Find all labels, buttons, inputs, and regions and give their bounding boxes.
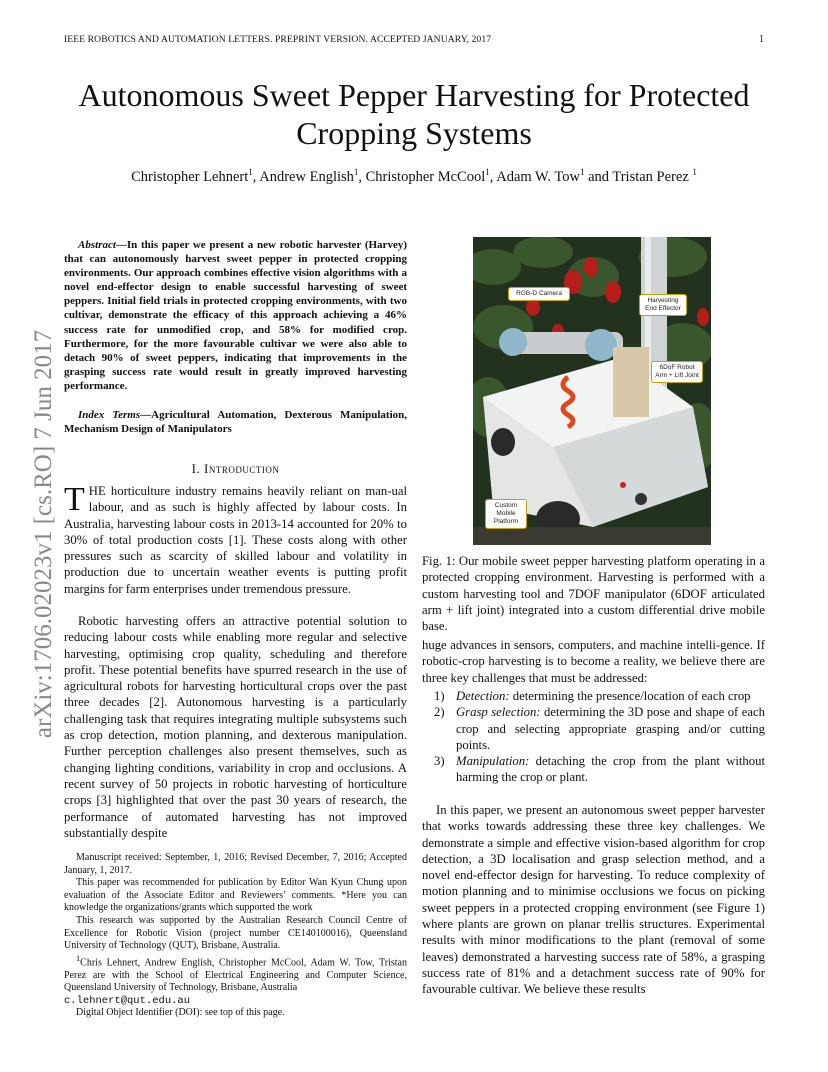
robot-photo: [473, 237, 711, 545]
abstract-text: —In this paper we present a new robotic harvester (Harvey) that can autonomously harvest sweet pepper in protected cropping environments. Our approach combines effective vision algorithms with a novel end-effector design to enable successful harvesting of sweet peppers. Initial field trials in protected cropping environments, with two cultivar, demonstrate the efficacy of this approach achieving a 46% success rate for unmodified crop, and 58% for modified crop. Furthermore, for the more favourable cultivar we were also able to detach 90% of sweet peppers, indicating that improvements in the grasping success rate would result in greatly improved harvesting performance.: [64, 239, 407, 392]
author: Christopher McCool$^1$,: [365, 167, 497, 185]
author: Christopher Lehnert$^1$,: [131, 167, 260, 185]
title-line-1: Autonomous Sweet Pepper Harvesting for Protected: [78, 77, 750, 113]
label-robot-arm: 6DoF Robot Arm + Lift Joint: [651, 361, 703, 383]
author: Adam W. Tow$^1$ and: [496, 167, 613, 185]
section-heading: I. Introduction: [191, 461, 280, 476]
author-list: [40, 167, 788, 186]
intro-paragraph-1: THE horticulture industry remains heavily reliant on man-ual labour, and as such is highly affected by labour costs. In Australia, harvesting labour costs in 2013-14 accounted for 20% to 30% of total production costs [1]. These costs along with other pressures such as scarcity of skilled labour and volatility in production due to uncertain weather events is putting profit margins for farm enterprises under tremendous pressure.: [64, 481, 407, 596]
footnote-manuscript: Manuscript received: September, 1, 2016; Revised December, 7, 2016; Accepted January, 1, 2017.: [64, 852, 407, 876]
col2-paragraph-3: In this paper, we present an autonomous sweet pepper harvester that works towards addressing these three key challenges. We demonstrate a simple and effective vision-based algorithm for crop detection, a 3D localisation and grasp selection method, and a novel end-effector design for harvesting. To reduce complexity of motion planning and to minimise occlusions we focus on picking sweet peppers in a protected cropping environment (see Figure 1) where plants are grown on planar trellis structures. Experimental results with minor modifications to the plant (removal of some leaves) demonstrated a harvesting success rate of 58%, a grasping success rate of 81% and a detachment success rate of 90% for favourable cultivar. We believe these results: [422, 803, 765, 997]
label-rgbd-camera: RGB-D Camera: [508, 287, 570, 301]
list-item: 1) Detection: determining the presence/location of each crop: [434, 689, 751, 703]
abstract-label: Abstract: [78, 239, 116, 251]
intro-paragraph-2: Robotic harvesting offers an attractive potential solution to reducing labour costs while enabling more regular and selective harvesting, optimising crop quality, scheduling and therefore profit. These potential benefits have spurred research in the use of agricultural robots for harvesting horticultural crops over the past three decades [2]. Autonomous harvesting is a particularly challenging task that requires integrating multiple subsystems such as crop detection, motion planning, and dexterous manipulation. Further perception challenges also present themselves, such as changing lighting conditions, variability in crop and occlusions. A recent survey of 50 projects in robotic harvesting of horticulture crops [3] highlighted that over the past 30 years of research, the performance of automated harvesting has not improved substantially despite: [64, 614, 407, 840]
author-email[interactable]: c.lehnert@qut.edu.au: [64, 994, 191, 1007]
index-terms-label: Index Terms: [78, 409, 141, 421]
list-item: 3) Manipulation: detaching the crop from the plant without harming the crop or plant.: [434, 754, 765, 785]
footnote-doi: Digital Object Identifier (DOI): see top of this page.: [76, 1007, 285, 1019]
author: Tristan Perez $^1$: [612, 167, 697, 185]
title-line-2: Cropping Systems: [296, 115, 532, 151]
index-terms-text: —Agricultural Automation, Dexterous Manipulation, Mechanism Design of Manipulators: [64, 409, 407, 436]
drop-cap: T: [64, 481, 85, 518]
running-header: IEEE ROBOTICS AND AUTOMATION LETTERS. PREPRINT VERSION. ACCEPTED JANUARY, 2017: [64, 34, 492, 45]
figure-caption: Fig. 1: Our mobile sweet pepper harvesting platform operating in a protected cropping environment. Harvesting is performed with a custom harvesting tool and 7DOF manipulator (6DOF articulated arm + lift joint) integrated into a custom differential drive mobile base.: [422, 554, 765, 634]
page-number: 1: [759, 34, 764, 45]
paper-title: [40, 76, 788, 152]
label-end-effector: Harvesting End Effector: [639, 294, 687, 316]
index-terms: [64, 408, 407, 436]
footnote-editor: This paper was recommended for publication by Editor Wan Kyun Chung upon evaluation of the Associate Editor and Reviewers’ comments. *Here you can knowledge the organizations/grants which supported the work: [64, 877, 407, 914]
footnote-support: This research was supported by the Australian Research Council Centre of Excellence for Robotic Vision (project number CE140100016), Queensland University of Technology (QUT), Brisbane, Australia.: [64, 914, 407, 952]
challenge-list: [422, 688, 765, 786]
author: Andrew English$^1$,: [259, 167, 366, 185]
label-mobile-platform: Custom Mobile Platform: [485, 499, 527, 529]
col2-paragraph-1: huge advances in sensors, computers, and machine intelli-gence. If robotic-crop harvesting is to become a reality, we believe there are three key challenges that must be addressed:: [422, 638, 765, 685]
abstract: [64, 238, 407, 393]
arxiv-stamp: arXiv:1706.02023v1 [cs.RO] 7 Jun 2017: [30, 329, 57, 739]
footnotes: [64, 852, 407, 1020]
footnote-affiliation: $^1$Chris Lehnert, Andrew English, Christopher McCool, Adam W. Tow, Tristan Perez are with the School of Electrical Engineering and Computer Science, Queensland University of Technology, Brisbane, Australia c.lehnert@qut.edu.au: [64, 953, 407, 1007]
list-item: 2) Grasp selection: determining the 3D pose and shape of each crop and selecting appropriate grasping and/or cutting points.: [434, 705, 765, 752]
